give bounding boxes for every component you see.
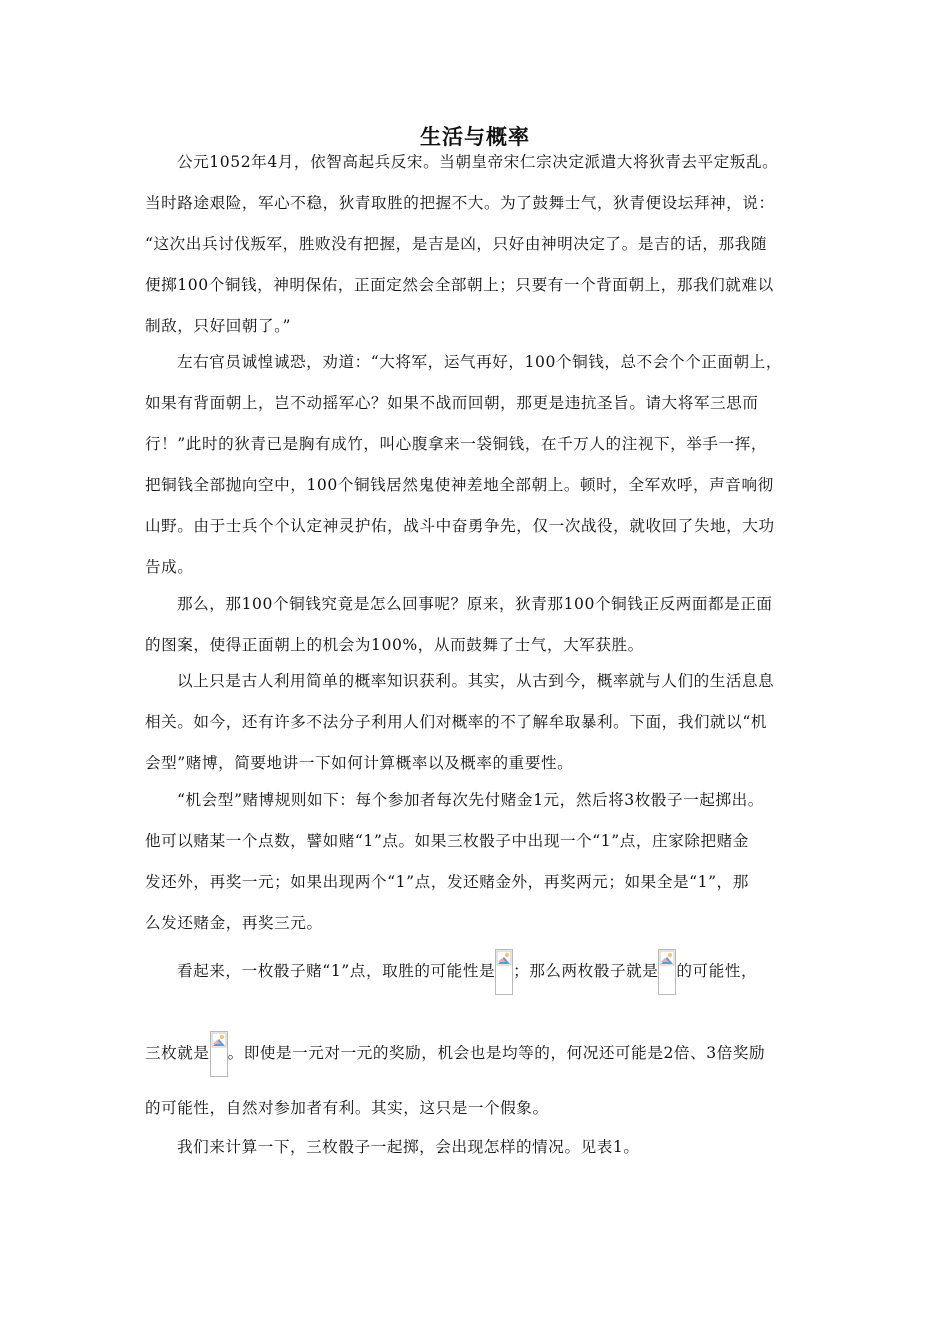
paragraph-line: 的可能性，自然对参加者有利。其实，这只是一个假象。 bbox=[145, 1099, 549, 1117]
text-segment: ；那么两枚骰子就是 bbox=[513, 962, 659, 980]
broken-image-icon bbox=[658, 949, 676, 995]
paragraph-line: “这次出兵讨伐叛军，胜败没有把握，是吉是凶，只好由神明决定了。是吉的话，那我随 bbox=[145, 235, 767, 253]
paragraph-line-with-images bbox=[145, 1030, 765, 1077]
paragraph-line: 那么，那100个铜钱究竟是怎么回事呢？原来，狄青那100个铜钱正反两面都是正面 bbox=[177, 595, 773, 613]
paragraph-line: 发还外，再奖一元；如果出现两个“1”点，发还赌金外，再奖两元；如果全是“1”，那 bbox=[145, 873, 749, 891]
text-segment: 的可能性， bbox=[676, 962, 758, 980]
paragraph-line: 相关。如今，还有许多不法分子利用人们对概率的不了解牟取暴利。下面，我们就以“机 bbox=[145, 713, 767, 731]
paragraph-line: 会型”赌博，简要地讲一下如何计算概率以及概率的重要性。 bbox=[145, 754, 574, 772]
paragraph-line: “机会型”赌博规则如下：每个参加者每次先付赌金1元，然后将3枚骰子一起掷出。 bbox=[177, 791, 764, 809]
paragraph-line: 山野。由于士兵个个认定神灵护佑，战斗中奋勇争先，仅一次战役，就收回了失地，大功 bbox=[145, 517, 775, 535]
page-title: 生活与概率 bbox=[420, 125, 530, 149]
paragraph-line: 我们来计算一下，三枚骰子一起掷，会出现怎样的情况。见表1。 bbox=[177, 1138, 640, 1156]
paragraph-line: 么发还赌金，再奖三元。 bbox=[145, 914, 323, 932]
paragraph-line: 行！”此时的狄青已是胸有成竹，叫心腹拿来一袋铜钱，在千万人的注视下，举手一挥， bbox=[145, 435, 767, 453]
paragraph-line: 告成。 bbox=[145, 558, 194, 576]
paragraph-line: 把铜钱全部抛向空中，100个铜钱居然鬼使神差地全部朝上。顿时，全军欢呼，声音响彻 bbox=[145, 476, 774, 494]
paragraph-line: 便掷100个铜钱，神明保佑，正面定然会全部朝上；只要有一个背面朝上，那我们就难以 bbox=[145, 276, 774, 294]
paragraph-line: 如果有背面朝上，岂不动摇军心？如果不战而回朝，那更是违抗圣旨。请大将军三思而 bbox=[145, 394, 759, 412]
paragraph-line: 以上只是古人利用简单的概率知识获利。其实，从古到今，概率就与人们的生活息息 bbox=[177, 672, 775, 690]
text-segment: 看起来，一枚骰子赌“1”点，取胜的可能性是 bbox=[177, 962, 496, 980]
paragraph-line-with-images bbox=[177, 948, 757, 995]
paragraph-line: 公元1052年4月，依智高起兵反宋。当朝皇帝宋仁宗决定派遣大将狄青去平定叛乱。 bbox=[177, 153, 779, 171]
paragraph-line: 制敌，只好回朝了。” bbox=[145, 317, 292, 335]
text-segment: 三枚就是 bbox=[145, 1044, 210, 1062]
paragraph-line: 当时路途艰险，军心不稳，狄青取胜的把握不大。为了鼓舞士气，狄青便设坛拜神，说： bbox=[145, 194, 775, 212]
broken-image-icon bbox=[495, 949, 513, 995]
broken-image-icon bbox=[210, 1031, 228, 1077]
paragraph-line: 左右官员诚惶诚恐，劝道：“大将军，运气再好，100个铜钱，总不会个个正面朝上， bbox=[177, 353, 782, 371]
paragraph-line: 他可以赌某一个点数，譬如赌“1”点。如果三枚骰子中出现一个“1”点，庄家除把赌金 bbox=[145, 832, 749, 850]
paragraph-line: 的图案，使得正面朝上的机会为100%，从而鼓舞了士气，大军获胜。 bbox=[145, 636, 644, 654]
text-segment: 。即使是一元对一元的奖励，机会也是均等的，何况还可能是2倍、3倍奖励 bbox=[227, 1044, 766, 1062]
